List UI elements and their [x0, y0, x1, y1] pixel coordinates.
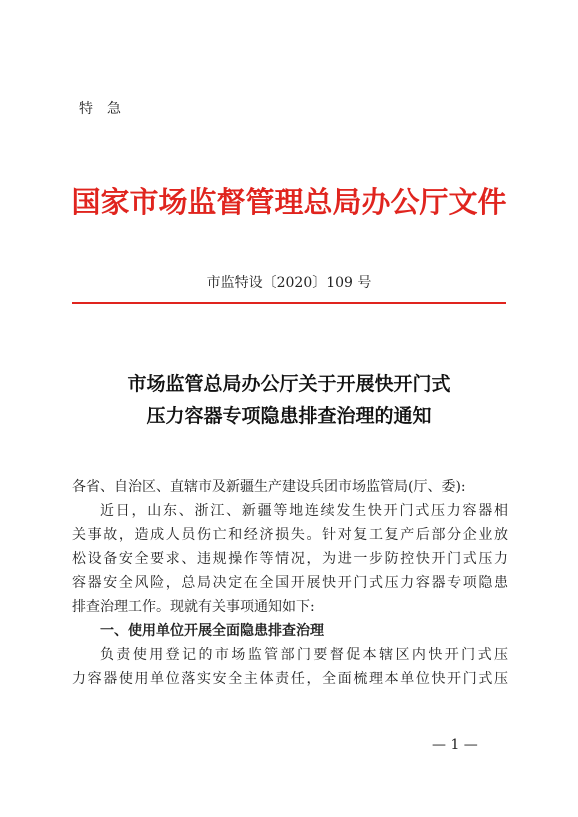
issuing-authority-header: 国家市场监督管理总局办公厅文件 — [71, 185, 507, 219]
urgency-label: 特急 — [79, 101, 135, 117]
page-number: — 1 — — [432, 737, 478, 753]
paragraph-line: 力容器使用单位落实安全主体责任，全面梳理本单位快开门式压 — [72, 671, 508, 687]
document-body — [72, 475, 508, 691]
document-number: 市监特设〔2020〕109 号 — [206, 275, 372, 291]
paragraph-line: 近日，山东、浙江、新疆等地连续发生快开门式压力容器相 — [100, 503, 508, 519]
paragraph-line: 排查治理工作。现就有关事项通知如下: — [72, 599, 315, 615]
document-title — [0, 368, 578, 432]
red-divider-line — [72, 302, 506, 304]
section-heading: 一、使用单位开展全面隐患排查治理 — [100, 623, 324, 639]
paragraph-line: 负责使用登记的市场监管部门要督促本辖区内快开门式压 — [100, 647, 508, 663]
paragraph-line: 容器安全风险，总局决定在全国开展快开门式压力容器专项隐患 — [72, 575, 508, 591]
paragraph-line: 关事故，造成人员伤亡和经济损失。针对复工复产后部分企业放 — [72, 527, 508, 543]
title-line-1: 市场监管总局办公厅关于开展快开门式 — [127, 373, 451, 395]
title-line-2: 压力容器专项隐患排查治理的通知 — [146, 405, 432, 427]
salutation: 各省、自治区、直辖市及新疆生产建设兵团市场监管局(厅、委): — [72, 479, 466, 495]
paragraph-line: 松设备安全要求、违规操作等情况，为进一步防控快开门式压力 — [72, 551, 508, 567]
